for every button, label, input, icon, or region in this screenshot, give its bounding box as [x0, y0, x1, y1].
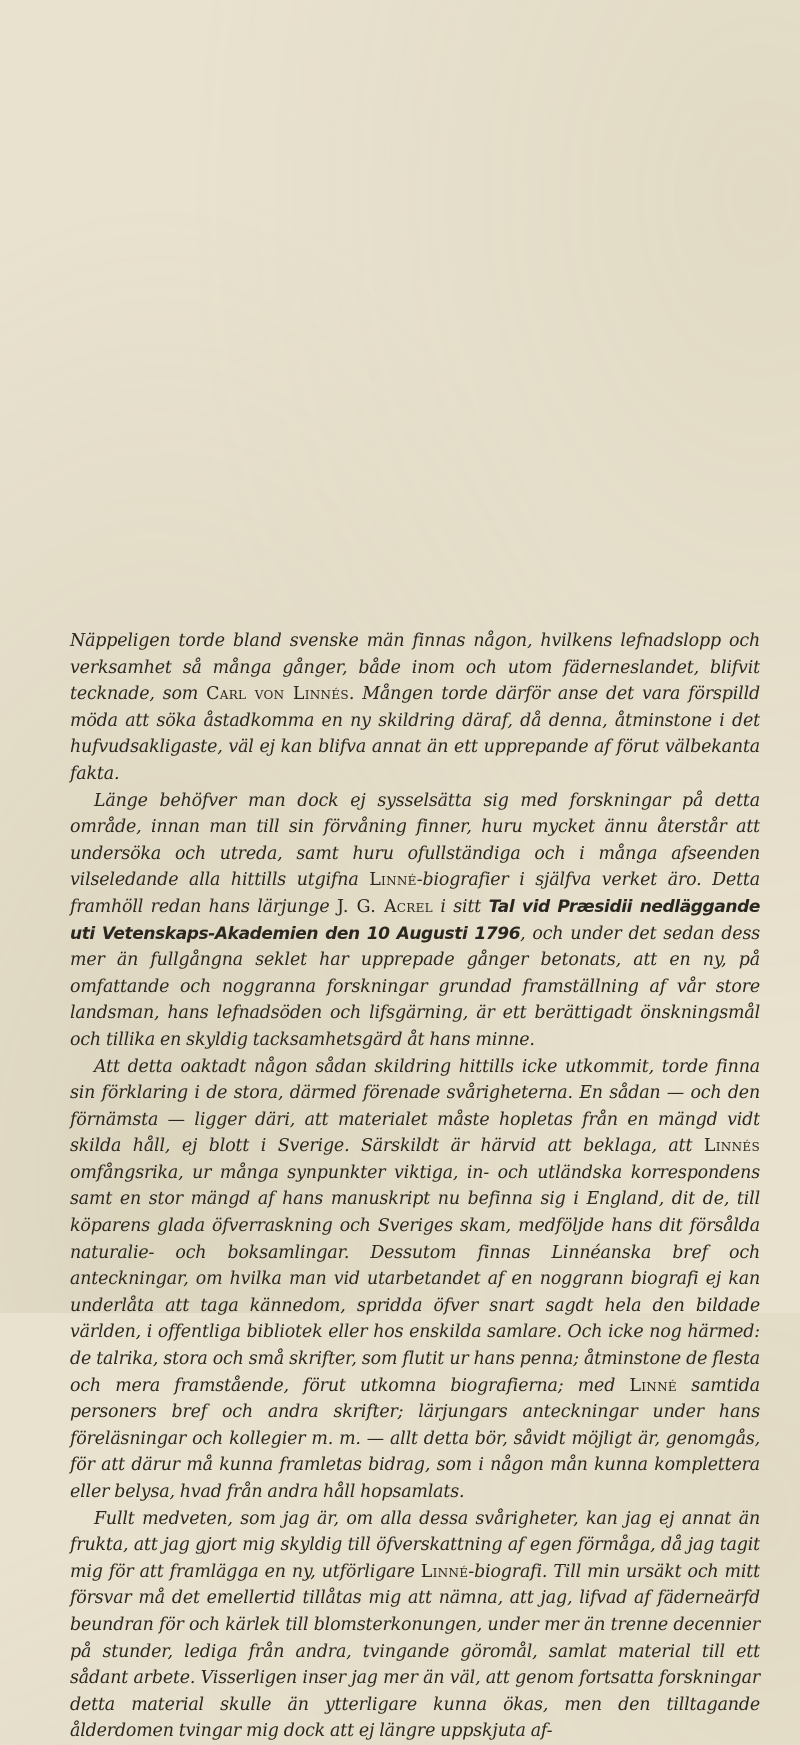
text-segment: Att detta oaktadt någon sådan skildring hittills icke utkommit, torde finna sin förklaring i de stora, därmed förenade svårigheterna. En sådan — och den förnämsta — ligger däri, att materialet måste hopletas från en mängd vidt skilda håll, ej blott i Sverige. Särskildt är härvid att beklaga, att — [70, 1056, 760, 1157]
name-smallcaps: Linné — [369, 870, 417, 891]
paragraph — [70, 1054, 760, 1506]
name-smallcaps: Linné — [629, 1375, 677, 1396]
body-text — [70, 628, 760, 1745]
text-segment: -biografier i själfva verket äro. Detta framhöll redan hans lärjunge — [70, 870, 760, 917]
text-segment: Länge behöfver man dock ej sysselsätta sig med forskningar på detta område, innan man till sin förvåning finner, huru mycket ännu återstår att undersöka och utreda, samt huru ofullständiga och i många afseenden vilseledande alla hittills utgifna — [70, 790, 760, 891]
name-smallcaps: Linné — [420, 1561, 469, 1582]
text-segment: Fullt medveten, som jag är, om alla dessa svårigheter, kan jag ej annat än frukta, att jag gjort mig skyldig till öfverskattning af egen förmåga, då jag tagit mig för att framlägga en ny, utförligare — [70, 1508, 760, 1582]
paragraph — [70, 788, 760, 1054]
paragraph — [70, 1506, 760, 1745]
text-segment: Näppeligen torde bland svenske män finnas någon, hvilkens lefnadslopp och verksamhet så många gånger, både inom och utom fäderneslandet, blifvit tecknade, som — [70, 631, 760, 705]
text-segment: -biografi. Till min ursäkt och mitt försvar må det emellertid tillåtas mig att nämna, att jag, lifvad af fädernеärfd beundran för och kärlek till blomsterkonungen, under mer än trenne decennier på stunder, lediga från andra, tvingande göromål, samlat material till ett sådant arbete. Visserligen inser jag mer än väl, att genom fortsatta forskningar detta material skulle än ytterligare kunna ökas, men den tilltagande ålderdomen tvingar mig dock att ej längre uppskjuta af- — [70, 1561, 760, 1742]
text-segment: , och under det sedan dess mer än fullgångna seklet har upprepade gånger betonats, att en ny, på omfattande och noggranna forskningar grundad framställning af vår store landsman, hans lefnadsöden och lifsgärning, är ett berättigadt önskningsmål och tillika en skyldig tacksamhetsgärd åt hans minne. — [70, 923, 760, 1050]
name-smallcaps: J. G. Acrel — [336, 896, 433, 917]
text-segment: omfångsrika, ur många synpunkter viktiga, in- och utländska korrespondens samt en stor mängd af hans manuskript nu befinna sig i England, dit de, till köparens glada öfverraskning och Sveriges skam, medföljde hans dit försålda naturalie- och boksamlingar. Dessutom finnas Linnéanska bref och anteckningar, om hvilka man vid utarbetandet af en noggrann biografi ej kan underlåta att taga kännedom, spridda öfver snart sagdt hela den bildade världen, i offentliga bibliotek eller hos enskilda samlare. Och icke nog härmed: de talrika, stora och små skrifter, som flutit ur hans penna; åtminstone de flesta och mera framstående, förut utkomna biografierna; med — [70, 1162, 760, 1396]
name-smallcaps: Carl von Linnés — [206, 684, 349, 705]
text-segment: i sitt — [432, 896, 489, 917]
name-smallcaps: Linnés — [703, 1136, 760, 1157]
document-page — [70, 628, 761, 1742]
paragraph — [70, 628, 760, 788]
text-segment: samtida personers bref och andra skrifter; lärjungars anteckningar under hans föreläsningar och kollegier m. m. — allt detta bör, såvidt möjligt är, genomgås, för att därur må kunna framletas bidrag, som i någon mån kunna komplettera eller belysa, hvad från andra håll hopsamlats. — [70, 1375, 761, 1502]
text-segment: . Mången torde därför anse det vara förspilld möda att söka åstadkomma en ny skildring däraf, då denna, åtminstone i det hufvudsakligaste, väl ej kan blifva annat än ett upprepande af förut välbekanta fakta. — [70, 684, 760, 784]
title-reference: Tal vid Præsidii nedläggande uti Vetenskaps-Akademien den 10 Augusti 1796 — [70, 896, 760, 944]
